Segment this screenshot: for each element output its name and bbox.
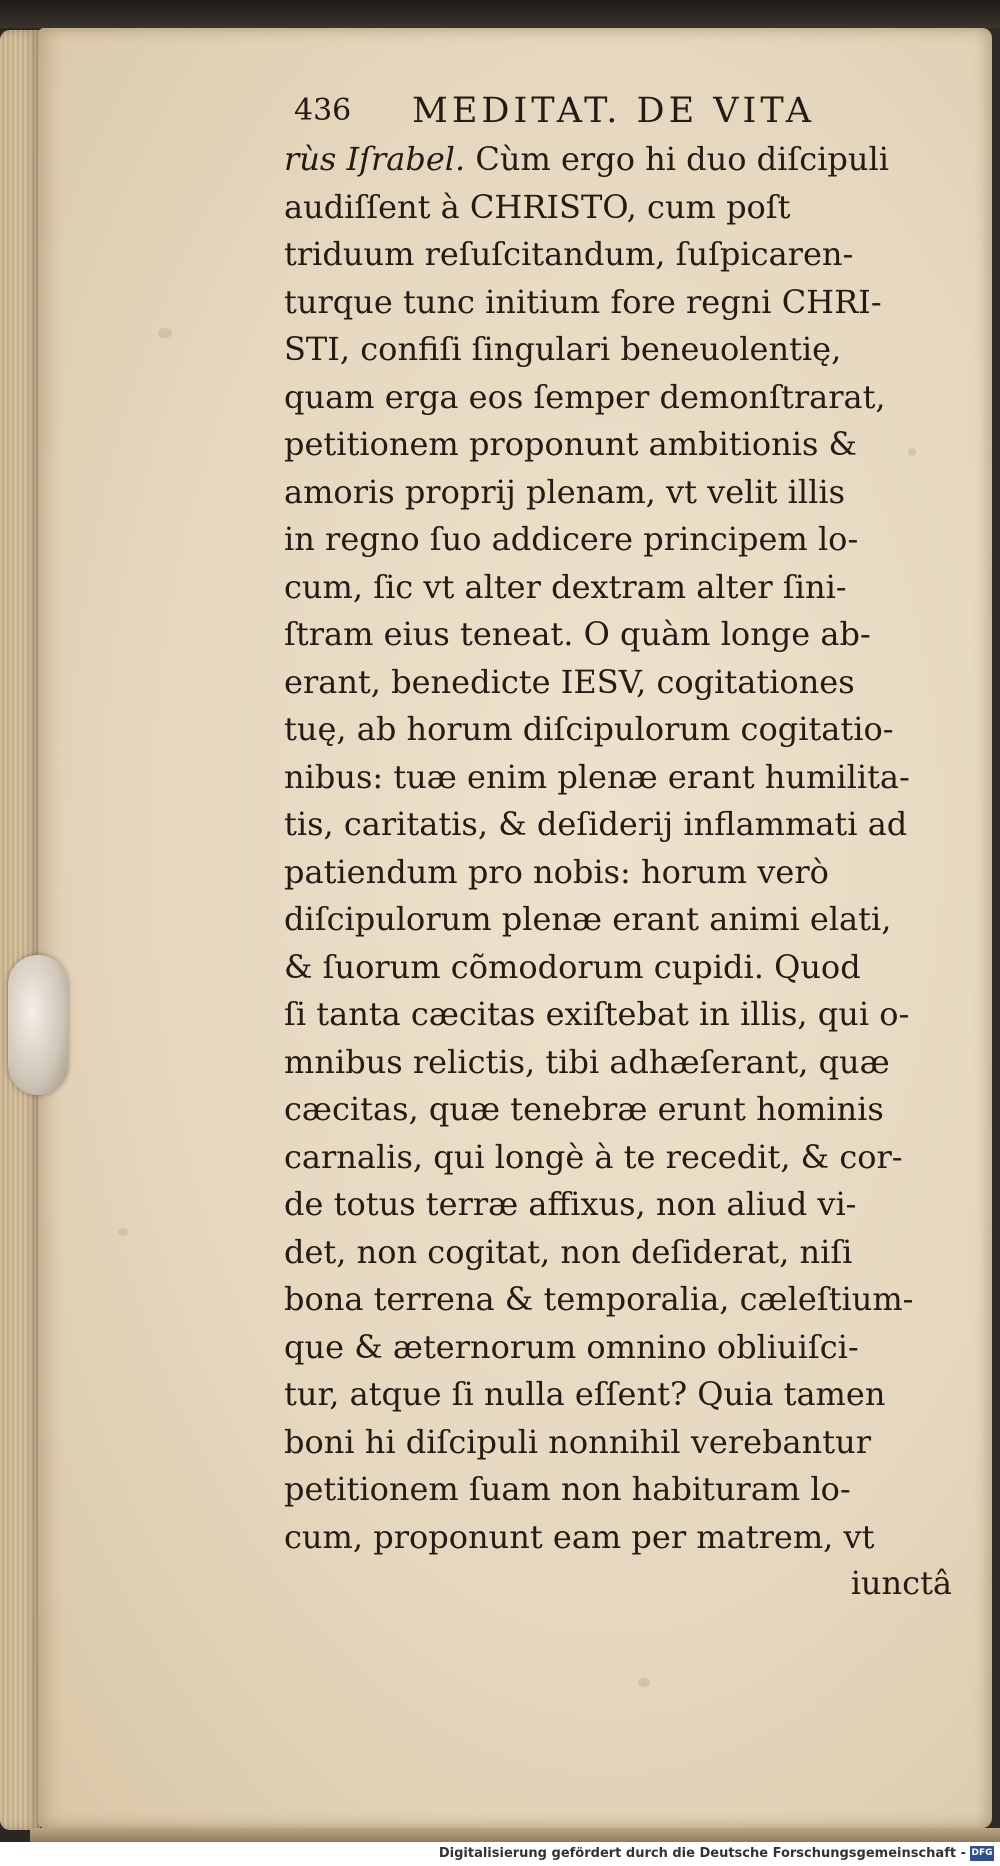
dfg-logo-icon: DFG xyxy=(970,1846,994,1861)
text-line: tis, caritatis, & deſiderij inflammati ad xyxy=(284,805,908,843)
text-line: triduum reſuſcitandum, ſuſpicaren- xyxy=(284,235,854,273)
book-top-edge xyxy=(0,0,1000,28)
text-line: petitionem ſuam non habituram lo- xyxy=(284,1470,851,1508)
book-bottom-edge xyxy=(30,1828,1000,1842)
page-number: 436 xyxy=(294,93,352,128)
text-line: STI, confiſi ſingulari beneuolentię, xyxy=(284,330,842,368)
text-line: cum, proponunt eam per matrem, vt xyxy=(284,1517,875,1556)
page-header xyxy=(284,86,964,136)
text-line: det, non cogitat, non deſiderat, niſi xyxy=(284,1232,853,1271)
text-line: carnalis, qui longè à te recedit, & cor- xyxy=(284,1137,903,1176)
text-line: patiendum pro nobis: horum verò xyxy=(284,852,829,891)
text-line: tuę, ab horum diſcipulorum cogitatio- xyxy=(284,710,894,748)
foxing-speck xyxy=(118,1228,128,1236)
catchword: iunctâ xyxy=(850,1564,952,1602)
text-line: tur, atque ſi nulla eſſent? Quia tamen xyxy=(284,1375,886,1413)
footer-bar xyxy=(0,1842,1000,1866)
text-line: erant, benedicte IESV, cogitationes xyxy=(284,662,855,701)
text-line: de totus terræ affixus, non aliud vi- xyxy=(284,1185,857,1223)
text-line: turque tunc initium fore regni CHRI- xyxy=(284,282,882,321)
text-line-italic: rùs Iſrabel. xyxy=(284,140,466,178)
foxing-speck xyxy=(158,328,172,338)
text-line: ſtram eius teneat. O quàm longe ab- xyxy=(284,615,871,653)
text-line: bona terrena & temporalia, cæleſtium- xyxy=(284,1280,914,1318)
text-line: cum, ſic vt alter dextram alter ſini- xyxy=(284,567,847,606)
text-line: in regno ſuo addicere principem lo- xyxy=(284,520,859,558)
book-clasp xyxy=(8,955,68,1095)
text-line: nibus: tuæ enim plenæ erant humilita- xyxy=(284,757,910,796)
foxing-speck xyxy=(638,1678,650,1687)
text-line: mnibus relictis, tibi adhæſerant, quæ xyxy=(284,1042,890,1081)
text-line: & ſuorum cõmodorum cupidi. Quod xyxy=(284,947,861,986)
text-line: ſi tanta cæcitas exiſtebat in illis, qui o- xyxy=(284,995,910,1033)
printed-text xyxy=(284,86,964,1605)
text-line: diſcipulorum plenæ erant animi elati, xyxy=(284,900,892,938)
text-line: quam erga eos ſemper demonſtrarat, xyxy=(284,377,886,416)
text-line-rest: Cùm ergo hi duo diſcipuli xyxy=(465,140,889,178)
text-line: cæcitas, quæ tenebræ erunt hominis xyxy=(284,1090,884,1128)
text-line: amoris proprij plenam, vt velit illis xyxy=(284,472,845,511)
text-line: petitionem proponunt ambitionis & xyxy=(284,425,858,463)
text-line: boni hi diſcipuli nonnihil verebantur xyxy=(284,1422,871,1461)
digitization-credit: Digitalisierung gefördert durch die Deutsche Forschungsgemeinschaft - xyxy=(438,1846,966,1861)
text-line xyxy=(284,136,964,184)
text-line: que & æternorum omnino obliuiſci- xyxy=(284,1327,859,1366)
page-stack-edge xyxy=(0,30,40,1830)
running-head: MEDITAT. DE VITA xyxy=(412,91,816,131)
text-line: audiſſent à CHRISTO, cum poſt xyxy=(284,187,791,226)
